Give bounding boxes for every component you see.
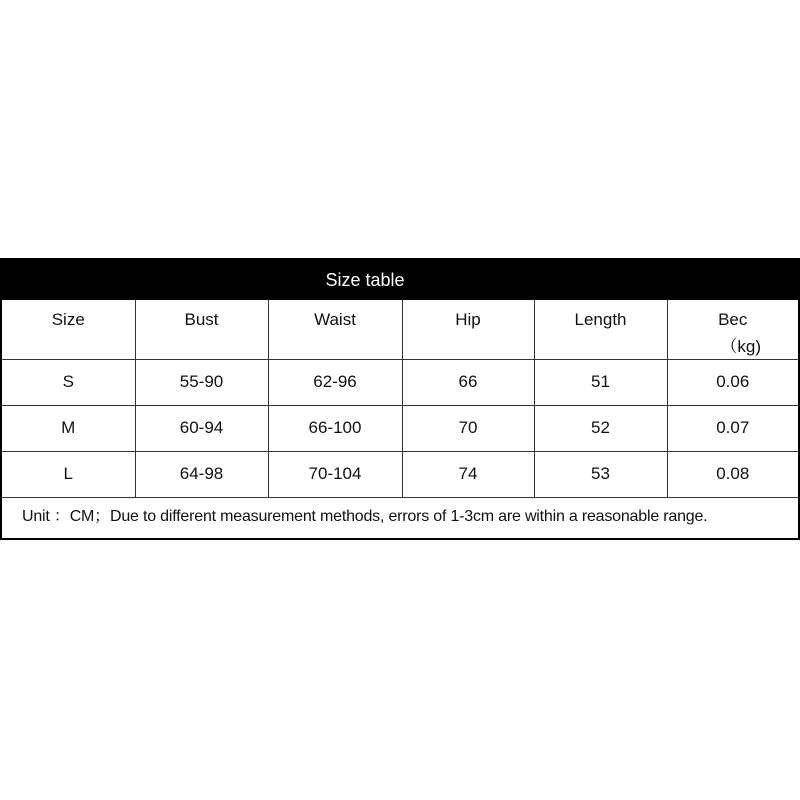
table-title: Size table: [2, 260, 798, 300]
table-row: [2, 451, 798, 497]
column-header-size: Size: [2, 300, 135, 359]
column-header-hip: Hip: [402, 300, 534, 359]
cell-size: M: [2, 405, 135, 451]
cell-bust: 55-90: [135, 359, 268, 405]
column-header-waist: Waist: [268, 300, 402, 359]
table-row: [2, 359, 798, 405]
cell-weight: 0.06: [667, 359, 798, 405]
column-header-length: Length: [534, 300, 667, 359]
weight-unit-label: （kg): [720, 337, 762, 356]
cell-waist: 70-104: [268, 451, 402, 497]
cell-bust: 64-98: [135, 451, 268, 497]
cell-length: 51: [534, 359, 667, 405]
size-grid: [2, 300, 798, 498]
table-row: [2, 405, 798, 451]
cell-weight: 0.07: [667, 405, 798, 451]
cell-length: 53: [534, 451, 667, 497]
cell-hip: 66: [402, 359, 534, 405]
cell-size: S: [2, 359, 135, 405]
cell-weight: 0.08: [667, 451, 798, 497]
cell-length: 52: [534, 405, 667, 451]
cell-bust: 60-94: [135, 405, 268, 451]
measurement-note: Unit ：CM；Due to different measurement methods, errors of 1-3cm are within a reasonable range.: [22, 508, 708, 525]
cell-waist: 62-96: [268, 359, 402, 405]
size-table: [0, 258, 800, 540]
column-header-bust: Bust: [135, 300, 268, 359]
cell-size: L: [2, 451, 135, 497]
header-row: [2, 300, 798, 359]
cell-hip: 70: [402, 405, 534, 451]
cell-hip: 74: [402, 451, 534, 497]
cell-waist: 66-100: [268, 405, 402, 451]
column-header-weight: [667, 300, 798, 359]
weight-header-label: Bec: [718, 310, 748, 329]
